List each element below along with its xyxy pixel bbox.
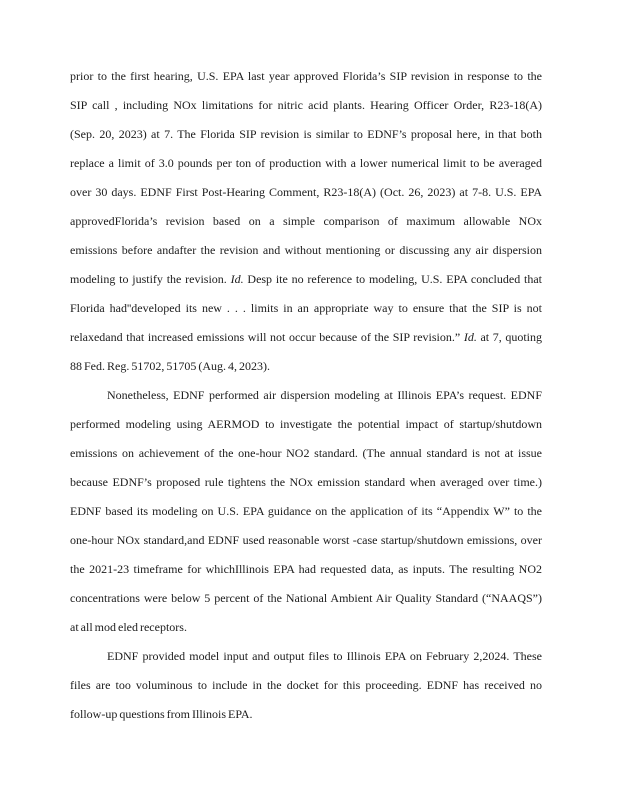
text-line: one-hour NOx standard,and EDNF used reasonable worst -case startup/shutdown emissions, over: [70, 533, 542, 547]
text-line: because EDNF’s proposed rule tightens the NOx emission standard when averaged over time.): [70, 475, 542, 489]
text-line: at all mod eled receptors.: [70, 620, 187, 634]
text-line: files are too voluminous to include in the docket for this proceeding. EDNF has received no: [70, 678, 542, 692]
paragraph-1: [70, 62, 542, 381]
text-line: (Sep. 20, 2023) at 7. The Florida SIP revision is similar to EDNF’s proposal here, in that both: [70, 127, 542, 141]
text-line: concentrations were below 5 percent of the National Ambient Air Quality Standard (“NAAQS”): [70, 591, 542, 605]
text-line: prior to the first hearing, U.S. EPA last year approved Florida’s SIP revision in response to the: [70, 69, 542, 83]
text-line: the 2021-23 timeframe for whichIllinois EPA had requested data, as inputs. The resulting NO2: [70, 562, 542, 576]
text-line: emissions on achievement of the one-hour NO2 standard. (The annual standard is not at issue: [70, 446, 542, 460]
text-line: modeling to justify the revision. Id. Desp ite no reference to modeling, U.S. EPA concluded that: [70, 272, 542, 286]
document-text: [70, 62, 542, 729]
text-line: 88 Fed. Reg. 51702, 51705 (Aug. 4, 2023).: [70, 359, 270, 373]
text-line: follow-up questions from Illinois EPA.: [70, 707, 253, 721]
text-line: Nonetheless, EDNF performed air dispersion modeling at Illinois EPA’s request. EDNF: [107, 388, 542, 402]
text-line: performed modeling using AERMOD to investigate the potential impact of startup/shutdown: [70, 417, 542, 431]
paragraph-3: [70, 642, 542, 729]
text-line: approvedFlorida’s revision based on a simple comparison of maximum allowable NOx: [70, 214, 542, 228]
text-line: emissions before andafter the revision and without mentioning or discussing any air dispersion: [70, 243, 542, 257]
text-line: over 30 days. EDNF First Post-Hearing Comment, R23-18(A) (Oct. 26, 2023) at 7-8. U.S. EPA: [70, 185, 542, 199]
text-line: relaxedand that increased emissions will not occur because of the SIP revision.” Id. at 7, quoting: [70, 330, 542, 344]
text-line: EDNF provided model input and output files to Illinois EPA on February 2,2024. These: [107, 649, 542, 663]
text-line: SIP call , including NOx limitations for nitric acid plants. Hearing Officer Order, R23-18(A): [70, 98, 542, 112]
text-line: Florida had''developed its new . . . limits in an appropriate way to ensure that the SIP is not: [70, 301, 542, 315]
text-line: replace a limit of 3.0 pounds per ton of production with a lower numerical limit to be averaged: [70, 156, 542, 170]
text-line: EDNF based its modeling on U.S. EPA guidance on the application of its “Appendix W” to the: [70, 504, 542, 518]
paragraph-2: [70, 381, 542, 642]
